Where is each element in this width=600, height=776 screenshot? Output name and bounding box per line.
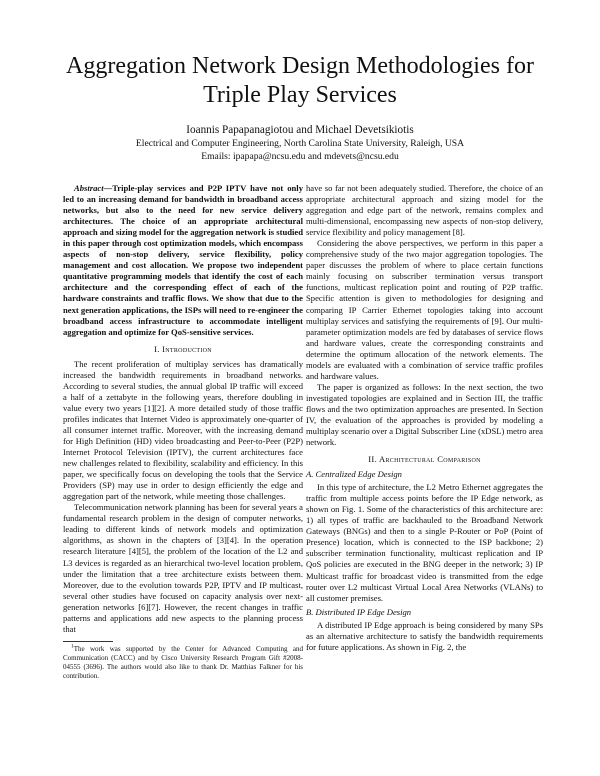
paper-title: Aggregation Network Design Methodologies for Triple Play Services (66, 53, 534, 108)
footnote-divider (63, 641, 113, 642)
subsection-heading-distributed-ip-edge: B. Distributed IP Edge Design (306, 606, 412, 617)
abstract-body: —Triple-play services and P2P IPTV have not only led to an increasing demand for bandwidth in broadband access networks, but also to the need for new service delivery architectures. The choice of an appropriate architectural approach and sizing model for the aggregation network is studied in this paper through cost optimization models, which encompass aspects of non-stop delivery, service flexibility, policy management and cost allocation. We propose two independent quantitative programming models that identify the cost of each architecture and the corresponding effect of each of the hardware constraints and traffic flows. We show that due to the next generation applications, the ISPs will need to re-engineer the broadband access infrastructure to accommodate intelligent aggregation and optimize for QoS-sensitive services. (63, 183, 303, 337)
author-emails: Emails: ipapapa@ncsu.edu and mdevets@ncsu.edu (201, 151, 399, 162)
author-affiliation: Electrical and Computer Engineering, North Carolina State University, Raleigh, USA (135, 138, 465, 149)
left-column (63, 183, 303, 681)
abstract-label: Abstract (74, 183, 104, 193)
right-column (306, 183, 543, 653)
intro-paragraph-2-continued: have so far not been adequately studied. Therefore, the choice of an appropriate architectural approach and sizing model for the aggregation and edge part of the network, remains complex and multi-dimensional, encompassing new aspects of non-stop delivery, service flexibility and policy management [8]. (306, 183, 543, 238)
intro-paragraph-1: The recent proliferation of multiplay services has dramatically increased the bandwidth requirements in broadband networks. According to several studies, the annual global IP traffic will exceed a half of a zettabyte in the following years, therefore doubling in value every two years [1][2]. A more detailed study of those traffic profiles indicates that Internet Video is approximately one-quarter of all consumer internet traffic. Moreover, with the increasing demand for High Definition (HD) video broadcasting and Peer-to-Peer (P2P) Internet Protocol Television (IPTV), the current architectures face new challenges related to flexibility, scalability and efficiency. In this paper, we specifically focus on developing the tools that the Service Providers (SP) may use in order to design efficiently the edge and aggregation part of the network, while meeting those challenges. (63, 358, 303, 502)
footnote-mark: 1 (71, 643, 74, 650)
centralized-edge-paragraph: In this type of architecture, the L2 Metro Ethernet aggregates the traffic from multiple access points before the IP Edge network, as shown on Fig. 1. Some of the characteristics of this architecture are: 1) all types of traffic are backhauled to the Broadband Network Gateways (BNGs) and then to a single P-Router or PoP (Point of Presence) location, which is connected to the ISP backbone; 2) subscriber termination functionality, multicast replication and IP QoS policies are executed in the BNG deeper in the network; 3) IP Multicast traffic for broadcast video is transmitted from the edge router over L2 multicast Virtual Local Area Networks (VLANs) to all customer premises. (306, 482, 543, 603)
section-heading-introduction: I. Introduction (154, 343, 212, 354)
footnote (63, 645, 303, 681)
subsection-heading-centralized-edge: A. Centralized Edge Design (306, 469, 402, 480)
paper-authors: Ioannis Papapanagiotou and Michael Devetsikiotis (186, 124, 414, 136)
intro-paragraph-2: Telecommunication network planning has been for several years a fundamental research problem in the design of computer networks, leading to different kinds of network models and optimization algorithms, as shown in the chapters of [3][4]. In the operation research literature [4][5], the problem of the location of the L2 and L3 devices is regarded as an hierarchical two-level location problem, under the limitation that a tree architecture exists between them. Moreover, due to the evolution towards P2P, IPTV and IP multicast, several other studies have focused on capacity analysis over next-generation networks [6][7]. However, the recent changes in traffic patterns and applications add new aspects to the planning process that (63, 502, 303, 634)
intro-paragraph-3: Considering the above perspectives, we perform in this paper a comprehensive study of the two major aggregation topologies. The paper discusses the problem of where to place certain functions mainly focusing on subscriber termination versus transport functions, multicast replication point and routing of P2P traffic. Specific attention is given to methodologies for designing and comparing IP Carrier Ethernet topologies taking into account multiplay services and satisfying the requirements of [9]. Our multi-parameter optimization models are fed by databases of service flows and hardware values, create the corresponding constraints and determine the optimum allocation of the network elements. The models are evaluated with a combination of service traffic profiles and hardware values. (306, 238, 543, 381)
section-heading-architectural-comparison: II. Architectural Comparison (368, 454, 481, 465)
intro-paragraph-4: The paper is organized as follows: In the next section, the two investigated topologies are explained and in Section III, the traffic flows and the two optimization approaches are presented. In Section IV, the evaluation of the approaches is provided by modeling a multiplay scenario over a Digital Subscriber Line (xDSL) metro area network. (306, 381, 543, 448)
distributed-ip-edge-paragraph: A distributed IP Edge approach is being considered by many SPs as an alternative architecture to satisfy the bandwidth requirements for future applications. As shown in Fig. 2, the (306, 619, 543, 652)
abstract (63, 183, 303, 338)
footnote-text: The work was supported by the Center for Advanced Computing and Communication (CACC) and by Cisco University Research Program Gift #2008-04555 (3696). The authors would also like to thank Dr. Matthias Falkner for his contribution. (63, 644, 303, 680)
